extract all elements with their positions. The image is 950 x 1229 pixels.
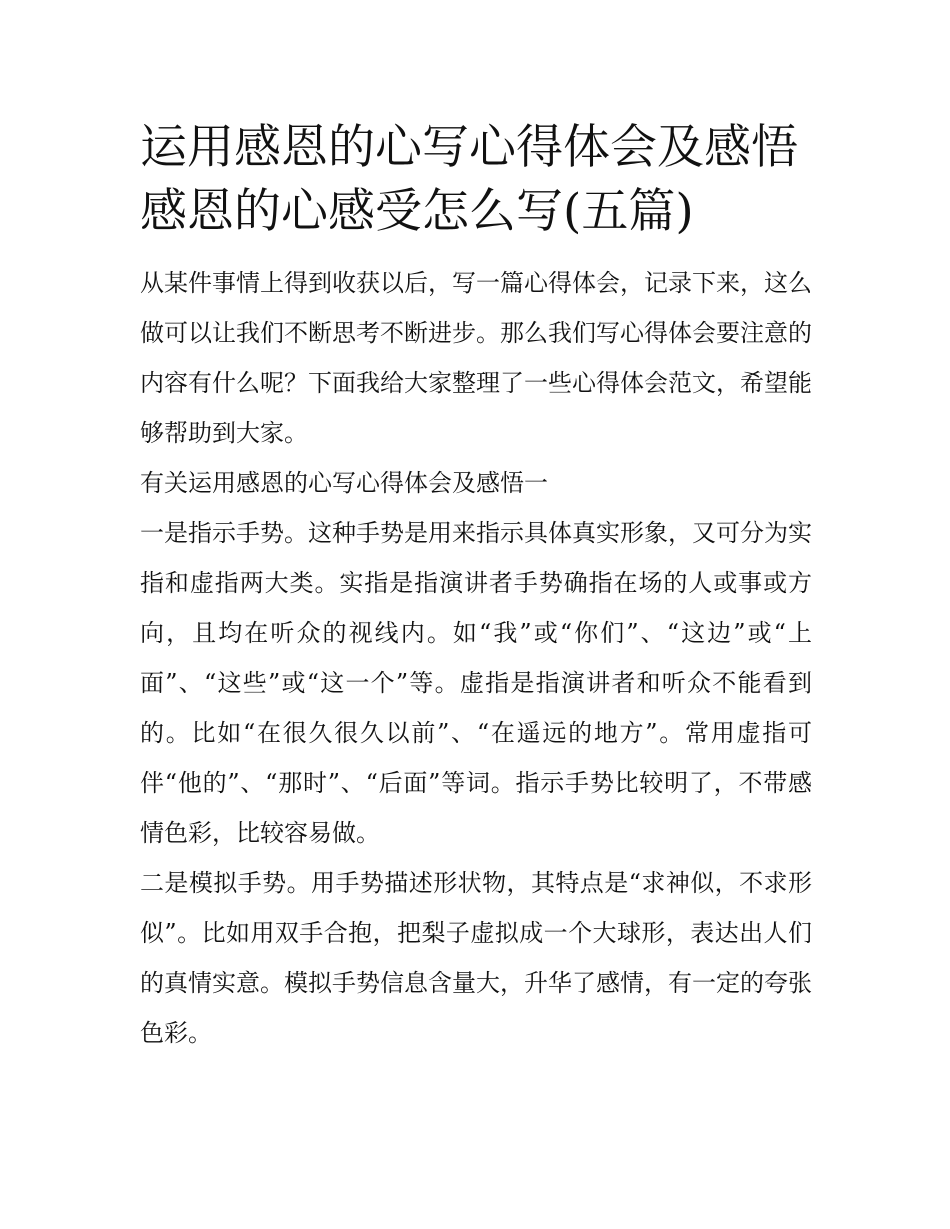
body-paragraph: 一是指示手势。这种手势是用来指示具体真实形象，又可分为实指和虚指两大类。实指是指演讲者手势确指在场的人或事或方向，且均在听众的视线内。如“我”或“你们”、“这边”或“上面”、“这些”或“这一个”等。虚指是指演讲者和听众不能看到的。比如“在很久很久以前”、“在遥远的地方”。常用虚指可伴“他的”、“那时”、“后面”等词。指示手势比较明了，不带感情色彩，比较容易做。: [140, 519, 812, 847]
body-paragraph: 二是模拟手势。用手势描述形状物，其特点是“求神似，不求形似”。比如用双手合抱，把梨子虚拟成一个大球形，表达出人们的真情实意。模拟手势信息含量大，升华了感情，有一定的夸张色彩。: [140, 869, 812, 1047]
document-page: [140, 116, 812, 1058]
section-heading: 有关运用感恩的心写心得体会及感悟一: [140, 469, 548, 497]
intro-paragraph: 从某件事情上得到收获以后，写一篇心得体会，记录下来，这么做可以让我们不断思考不断进步。那么我们写心得体会要注意的内容有什么呢？下面我给大家整理了一些心得体会范文，希望能够帮助到大家。: [140, 269, 812, 447]
document-title: 运用感恩的心写心得体会及感悟 感恩的心感受怎么写(五篇): [140, 120, 798, 239]
